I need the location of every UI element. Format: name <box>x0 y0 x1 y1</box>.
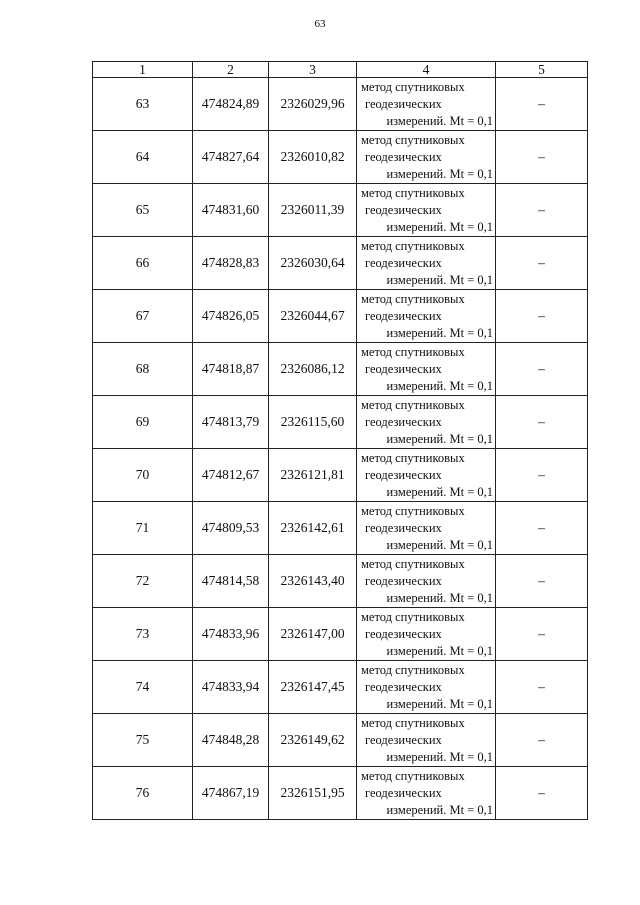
y-coordinate-cell: 2326142,61 <box>269 502 357 555</box>
y-coordinate-cell: 2326143,40 <box>269 555 357 608</box>
point-number-cell: 68 <box>93 343 193 396</box>
method-line: измерений. Mt = 0,1 <box>386 802 493 817</box>
point-number-cell: 69 <box>93 396 193 449</box>
method-line: измерений. Mt = 0,1 <box>386 590 493 605</box>
point-number-cell: 65 <box>93 184 193 237</box>
method-line: геодезических <box>365 96 442 111</box>
method-line: геодезических <box>365 361 442 376</box>
header-col-1: 1 <box>93 62 193 78</box>
point-number-cell: 73 <box>93 608 193 661</box>
table-header <box>93 62 588 78</box>
x-coordinate-cell: 474826,05 <box>193 290 269 343</box>
note-cell: – <box>496 767 588 820</box>
method-line: измерений. Mt = 0,1 <box>386 484 493 499</box>
note-cell: – <box>496 502 588 555</box>
note-cell: – <box>496 131 588 184</box>
table-row <box>93 449 588 502</box>
method-line: измерений. Mt = 0,1 <box>386 113 493 128</box>
point-number-cell: 74 <box>93 661 193 714</box>
x-coordinate-cell: 474812,67 <box>193 449 269 502</box>
method-line: геодезических <box>365 149 442 164</box>
method-line: метод спутниковых <box>361 662 465 677</box>
note-cell: – <box>496 184 588 237</box>
note-cell: – <box>496 714 588 767</box>
method-line: метод спутниковых <box>361 79 465 94</box>
method-line: измерений. Mt = 0,1 <box>386 696 493 711</box>
header-col-4: 4 <box>357 62 496 78</box>
point-number-cell: 66 <box>93 237 193 290</box>
point-number-cell: 70 <box>93 449 193 502</box>
table-row <box>93 661 588 714</box>
method-line: метод спутниковых <box>361 344 465 359</box>
method-line: метод спутниковых <box>361 238 465 253</box>
table-row <box>93 131 588 184</box>
method-cell <box>357 131 496 184</box>
method-line: метод спутниковых <box>361 768 465 783</box>
point-number-cell: 72 <box>93 555 193 608</box>
point-number-cell: 63 <box>93 78 193 131</box>
method-cell <box>357 396 496 449</box>
point-number-cell: 67 <box>93 290 193 343</box>
table-row <box>93 78 588 131</box>
table-row <box>93 396 588 449</box>
method-line: метод спутниковых <box>361 132 465 147</box>
method-cell <box>357 608 496 661</box>
method-line: измерений. Mt = 0,1 <box>386 537 493 552</box>
method-line: метод спутниковых <box>361 556 465 571</box>
method-line: измерений. Mt = 0,1 <box>386 272 493 287</box>
method-line: измерений. Mt = 0,1 <box>386 219 493 234</box>
method-line: геодезических <box>365 573 442 588</box>
method-line: измерений. Mt = 0,1 <box>386 749 493 764</box>
y-coordinate-cell: 2326029,96 <box>269 78 357 131</box>
method-line: геодезических <box>365 679 442 694</box>
method-line: геодезических <box>365 202 442 217</box>
table-body <box>93 78 588 820</box>
method-line: измерений. Mt = 0,1 <box>386 431 493 446</box>
y-coordinate-cell: 2326149,62 <box>269 714 357 767</box>
y-coordinate-cell: 2326151,95 <box>269 767 357 820</box>
method-cell <box>357 78 496 131</box>
note-cell: – <box>496 608 588 661</box>
y-coordinate-cell: 2326086,12 <box>269 343 357 396</box>
point-number-cell: 64 <box>93 131 193 184</box>
x-coordinate-cell: 474809,53 <box>193 502 269 555</box>
method-line: метод спутниковых <box>361 715 465 730</box>
method-line: измерений. Mt = 0,1 <box>386 325 493 340</box>
method-line: измерений. Mt = 0,1 <box>386 643 493 658</box>
method-cell <box>357 184 496 237</box>
table-row <box>93 714 588 767</box>
x-coordinate-cell: 474833,94 <box>193 661 269 714</box>
method-cell <box>357 767 496 820</box>
method-cell <box>357 343 496 396</box>
header-col-2: 2 <box>193 62 269 78</box>
y-coordinate-cell: 2326010,82 <box>269 131 357 184</box>
note-cell: – <box>496 555 588 608</box>
table-row <box>93 290 588 343</box>
method-cell <box>357 237 496 290</box>
table-row <box>93 343 588 396</box>
method-line: геодезических <box>365 732 442 747</box>
method-cell <box>357 502 496 555</box>
x-coordinate-cell: 474814,58 <box>193 555 269 608</box>
method-line: геодезических <box>365 308 442 323</box>
point-number-cell: 76 <box>93 767 193 820</box>
method-line: метод спутниковых <box>361 450 465 465</box>
method-cell <box>357 449 496 502</box>
note-cell: – <box>496 343 588 396</box>
method-line: геодезических <box>365 467 442 482</box>
method-line: геодезических <box>365 626 442 641</box>
header-col-3: 3 <box>269 62 357 78</box>
page-number: 63 <box>314 18 326 30</box>
y-coordinate-cell: 2326147,00 <box>269 608 357 661</box>
x-coordinate-cell: 474827,64 <box>193 131 269 184</box>
coordinates-table <box>92 61 588 820</box>
note-cell: – <box>496 449 588 502</box>
method-cell <box>357 555 496 608</box>
y-coordinate-cell: 2326147,45 <box>269 661 357 714</box>
note-cell: – <box>496 396 588 449</box>
x-coordinate-cell: 474818,87 <box>193 343 269 396</box>
x-coordinate-cell: 474813,79 <box>193 396 269 449</box>
x-coordinate-cell: 474824,89 <box>193 78 269 131</box>
point-number-cell: 75 <box>93 714 193 767</box>
y-coordinate-cell: 2326121,81 <box>269 449 357 502</box>
table-row <box>93 555 588 608</box>
method-line: измерений. Mt = 0,1 <box>386 166 493 181</box>
method-line: геодезических <box>365 520 442 535</box>
note-cell: – <box>496 78 588 131</box>
y-coordinate-cell: 2326011,39 <box>269 184 357 237</box>
method-line: метод спутниковых <box>361 609 465 624</box>
x-coordinate-cell: 474831,60 <box>193 184 269 237</box>
x-coordinate-cell: 474833,96 <box>193 608 269 661</box>
table-row <box>93 184 588 237</box>
method-line: геодезических <box>365 255 442 270</box>
note-cell: – <box>496 290 588 343</box>
table-row <box>93 502 588 555</box>
method-line: метод спутниковых <box>361 503 465 518</box>
method-line: метод спутниковых <box>361 291 465 306</box>
table-row <box>93 237 588 290</box>
method-cell <box>357 714 496 767</box>
y-coordinate-cell: 2326115,60 <box>269 396 357 449</box>
method-cell <box>357 661 496 714</box>
method-cell <box>357 290 496 343</box>
method-line: измерений. Mt = 0,1 <box>386 378 493 393</box>
method-line: метод спутниковых <box>361 185 465 200</box>
table-row <box>93 767 588 820</box>
y-coordinate-cell: 2326044,67 <box>269 290 357 343</box>
table-row <box>93 608 588 661</box>
x-coordinate-cell: 474828,83 <box>193 237 269 290</box>
note-cell: – <box>496 661 588 714</box>
x-coordinate-cell: 474867,19 <box>193 767 269 820</box>
header-col-5: 5 <box>496 62 588 78</box>
method-line: геодезических <box>365 785 442 800</box>
header-row <box>93 62 588 78</box>
method-line: геодезических <box>365 414 442 429</box>
x-coordinate-cell: 474848,28 <box>193 714 269 767</box>
note-cell: – <box>496 237 588 290</box>
point-number-cell: 71 <box>93 502 193 555</box>
method-line: метод спутниковых <box>361 397 465 412</box>
y-coordinate-cell: 2326030,64 <box>269 237 357 290</box>
